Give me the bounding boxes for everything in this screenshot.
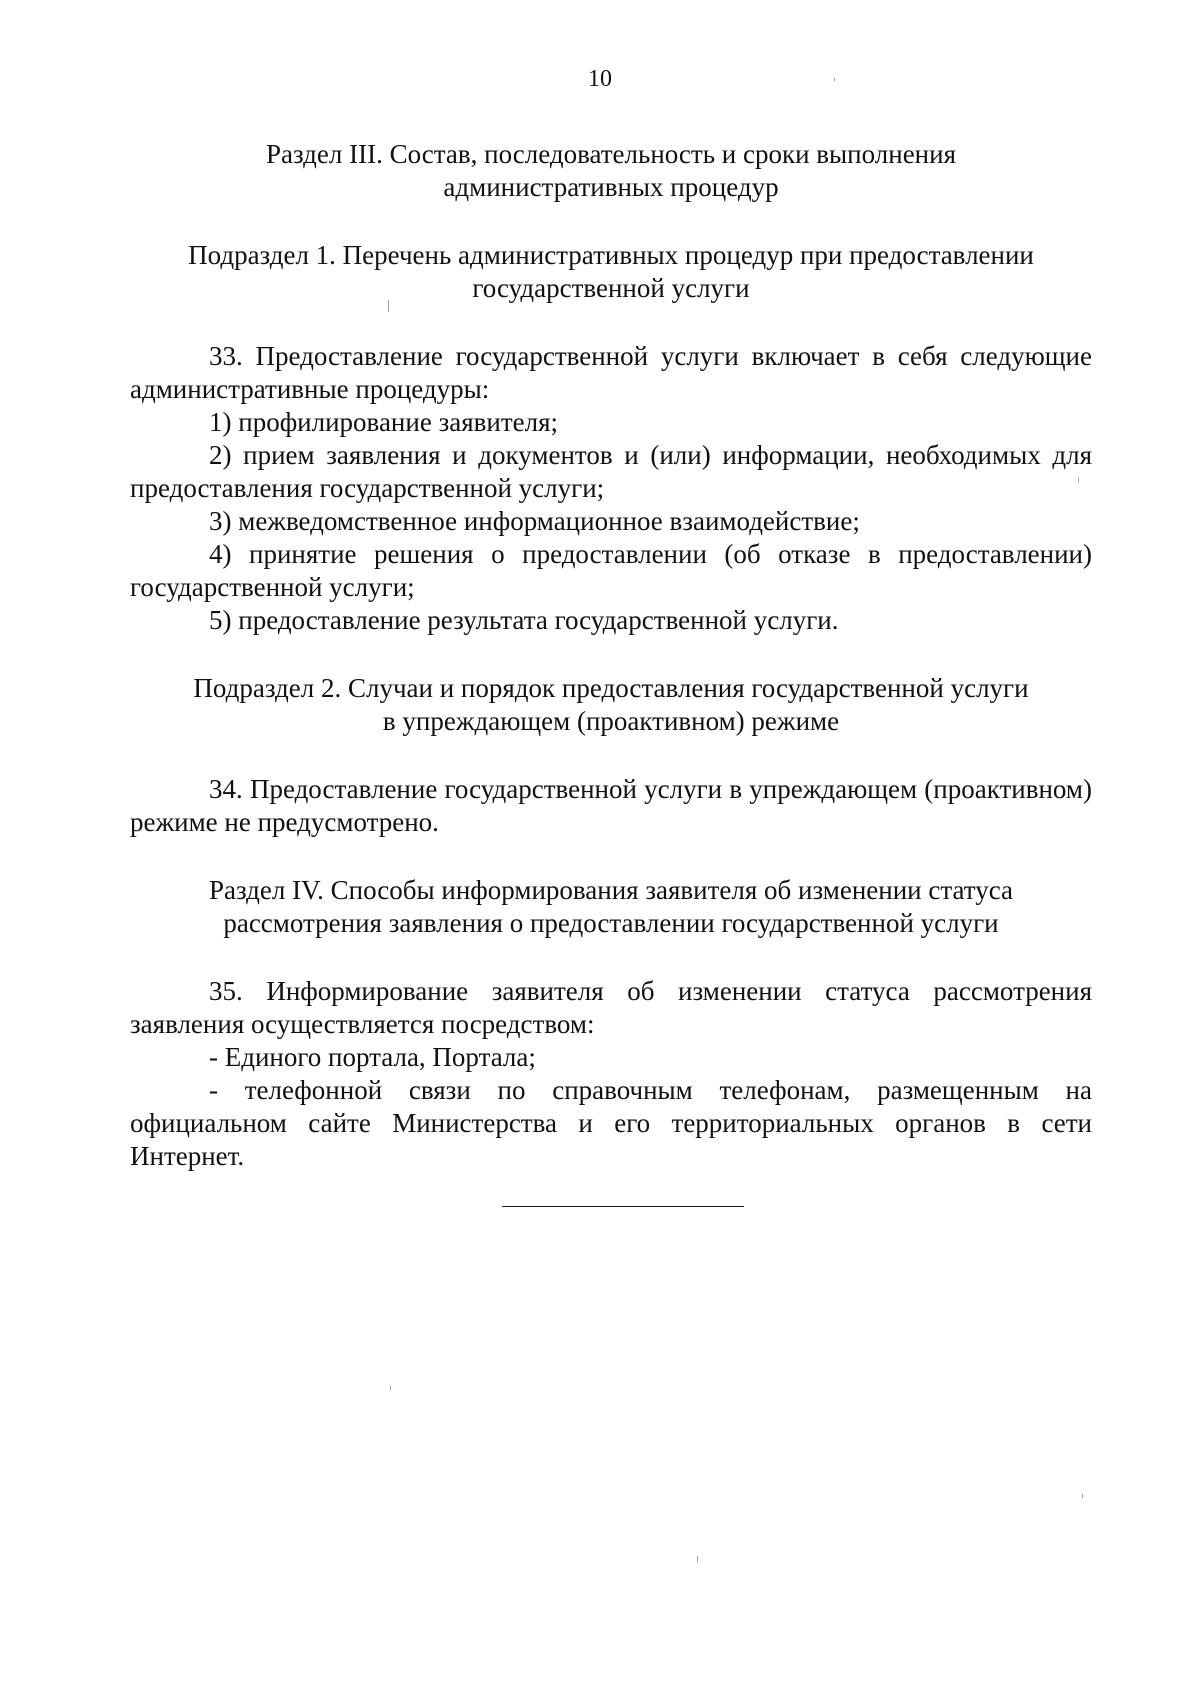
section-4-heading-line-2: рассмотрения заявления о предоставлении государственной услуги (223, 908, 999, 938)
list-item-33-2: 2) прием заявления и документов и (или) информации, необходимых для предоставления государственной услуги; (130, 440, 1092, 503)
scan-speck (1078, 478, 1079, 482)
spacer (130, 305, 1092, 340)
scan-speck (388, 300, 389, 312)
spacer (130, 204, 1092, 239)
list-item-33-5: 5) предоставление результата государственной услуги. (209, 605, 839, 635)
paragraph-35: 35. Информирование заявителя об изменении статуса рассмотрения заявления осуществляется посредством: (130, 976, 1092, 1039)
scan-speck (697, 1556, 698, 1562)
subsection-1-heading-line-1: Подраздел 1. Перечень административных процедур при предоставлении (188, 240, 1034, 270)
spacer (130, 637, 1092, 672)
list-item-33-3: 3) межведомственное информационное взаимодействие; (209, 506, 860, 536)
spacer (130, 839, 1092, 874)
paragraph-34: 34. Предоставление государственной услуги в упреждающем (проактивном) режиме не предусмотрено. (130, 774, 1092, 837)
subsection-1-heading (130, 239, 1092, 305)
list-item-33-4: 4) принятие решения о предоставлении (об отказе в предоставлении) государственной услуги; (130, 539, 1092, 602)
subsection-1-heading-line-2: государственной услуги (472, 273, 750, 303)
list-item-33-1: 1) профилирование заявителя; (209, 407, 559, 437)
list-item-35-2: - телефонной связи по справочным телефонам, размещенным на официальном сайте Министерства и его территориальных органов в сети Интернет. (130, 1075, 1092, 1171)
section-3-heading (130, 138, 1092, 204)
list-item-35-1: - Единого портала, Портала; (209, 1042, 536, 1072)
section-4-heading (130, 874, 1092, 940)
paragraph-33: 33. Предоставление государственной услуги включает в себя следующие административные процедуры: (130, 341, 1092, 404)
scan-speck (1082, 1494, 1083, 1498)
subsection-2-heading-line-2: в упреждающем (проактивном) режиме (382, 706, 840, 736)
section-4-heading-line-1: Раздел IV. Способы информирования заявителя об изменении статуса (209, 875, 1013, 905)
scan-speck (390, 1386, 391, 1390)
page-number: 10 (588, 66, 612, 92)
subsection-2-heading (130, 672, 1092, 738)
spacer (130, 940, 1092, 975)
scan-speck (834, 78, 835, 81)
section-3-heading-line-1: Раздел III. Состав, последовательность и сроки выполнения (266, 139, 956, 169)
subsection-2-heading-line-1: Подраздел 2. Случаи и порядок предоставления государственной услуги (193, 673, 1029, 703)
document-body (130, 138, 1092, 1173)
closing-separator-line (502, 1206, 744, 1207)
section-3-heading-line-2: административных процедур (443, 172, 779, 202)
spacer (130, 738, 1092, 773)
